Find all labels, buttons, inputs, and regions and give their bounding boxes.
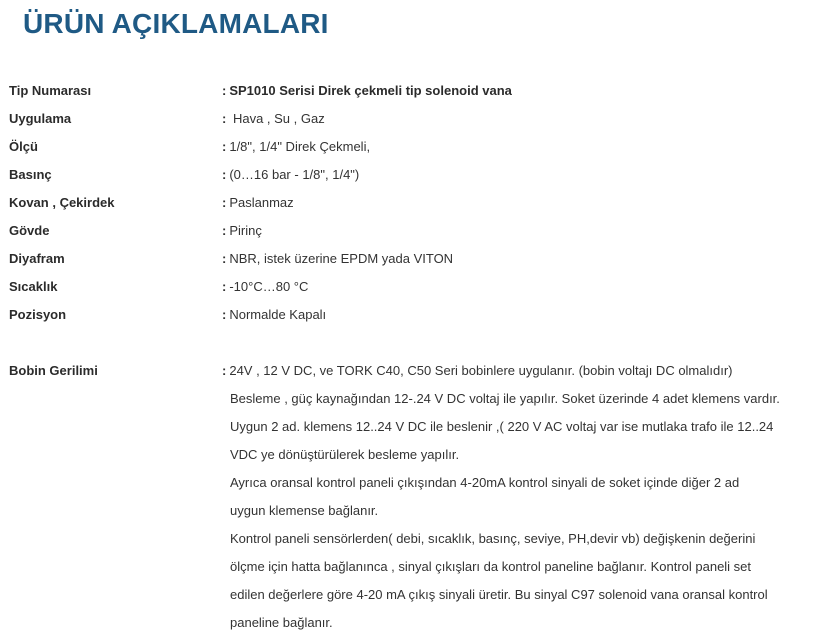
spec-value-text: NBR, istek üzerine EPDM yada VITON bbox=[229, 251, 454, 266]
spec-value: : 1/8", 1/4" Direk Çekmeli, bbox=[222, 139, 371, 154]
spec-label: Tip Numarası bbox=[9, 83, 92, 98]
spec-value: : (0…16 bar - 1/8", 1/4") bbox=[222, 167, 360, 182]
spec-value: : -10°C…80 °C bbox=[222, 279, 309, 294]
spec-value: : SP1010 Serisi Direk çekmeli tip solenoid vana bbox=[222, 83, 512, 98]
spec-value-text: Paslanmaz bbox=[229, 195, 294, 210]
bobin-description-line: Kontrol paneli sensörlerden( debi, sıcaklık, basınç, seviye, PH,devir vb) değişkenin değerini bbox=[230, 531, 756, 546]
spec-value: : 24V , 12 V DC, ve TORK C40, C50 Seri bobinlere uygulanır. (bobin voltajı DC olmalıdır) bbox=[222, 363, 733, 378]
spec-value-text: 24V , 12 V DC, ve TORK C40, C50 Seri bobinlere uygulanır. (bobin voltajı DC olmalıdır) bbox=[229, 363, 733, 378]
bobin-description-line: paneline bağlanır. bbox=[230, 615, 333, 630]
bobin-description-line: VDC ye dönüştürülerek besleme yapılır. bbox=[230, 447, 460, 462]
spec-value-text: Normalde Kapalı bbox=[229, 307, 327, 322]
spec-value-text: Pirinç bbox=[229, 223, 262, 238]
spec-value-text: (0…16 bar - 1/8", 1/4") bbox=[229, 167, 360, 182]
spec-row-diyafram bbox=[0, 245, 827, 273]
spec-value: : Paslanmaz bbox=[222, 195, 294, 210]
spec-row-uygulama bbox=[0, 105, 827, 133]
spec-label: Pozisyon bbox=[9, 307, 67, 322]
spec-label: Kovan , Çekirdek bbox=[9, 195, 115, 210]
spec-row-olcu bbox=[0, 133, 827, 161]
spec-row-sicaklik bbox=[0, 273, 827, 301]
spec-label: Basınç bbox=[9, 167, 52, 182]
spec-label: Gövde bbox=[9, 223, 50, 238]
spec-value: : Pirinç bbox=[222, 223, 262, 238]
spec-value: : Normalde Kapalı bbox=[222, 307, 327, 322]
spec-label: Uygulama bbox=[9, 111, 72, 126]
spec-label: Sıcaklık bbox=[9, 279, 58, 294]
spec-label: Diyafram bbox=[9, 251, 65, 266]
bobin-description-line: Uygun 2 ad. klemens 12..24 V DC ile beslenir ,( 220 V AC voltaj var ise mutlaka trafo ile 12..24 bbox=[230, 419, 774, 434]
bobin-description-line: Besleme , güç kaynağından 12-.24 V DC voltaj ile yapılır. Soket üzerinde 4 adet klemens vardır. bbox=[230, 391, 780, 406]
bobin-description-line: edilen değerlere göre 4-20 mA çıkış sinyali üretir. Bu sinyal C97 solenoid vana oransal kontrol bbox=[230, 587, 768, 602]
spec-label: Bobin Gerilimi bbox=[9, 363, 98, 378]
spec-row-pozisyon bbox=[0, 301, 827, 329]
spec-value-text: 1/8", 1/4" Direk Çekmeli, bbox=[229, 139, 371, 154]
bobin-description-line: uygun klemense bağlanır. bbox=[230, 503, 379, 518]
spec-row-basinc bbox=[0, 161, 827, 189]
spec-row-bobin-gerilimi bbox=[0, 357, 827, 385]
spec-value-text: SP1010 Serisi Direk çekmeli tip solenoid vana bbox=[229, 83, 512, 98]
spec-value: : Hava , Su , Gaz bbox=[222, 111, 325, 126]
page-title: ÜRÜN AÇIKLAMALARI bbox=[23, 8, 329, 39]
bobin-description-line: Ayrıca oransal kontrol paneli çıkışından 4-20mA kontrol sinyali de soket içinde diğer 2 ad bbox=[230, 475, 740, 490]
spec-value: : NBR, istek üzerine EPDM yada VITON bbox=[222, 251, 454, 266]
spec-row-govde bbox=[0, 217, 827, 245]
spec-label: Ölçü bbox=[9, 139, 38, 154]
spec-row-tip-numarasi bbox=[0, 77, 827, 105]
bobin-description-line: ölçme için hatta bağlanınca , sinyal çıkışları da kontrol paneline bağlanır. Kontrol paneli set bbox=[230, 559, 752, 574]
spec-value-text: -10°C…80 °C bbox=[229, 279, 309, 294]
spec-row-kovan-cekirdek bbox=[0, 189, 827, 217]
spec-value-text: Hava , Su , Gaz bbox=[229, 111, 325, 126]
